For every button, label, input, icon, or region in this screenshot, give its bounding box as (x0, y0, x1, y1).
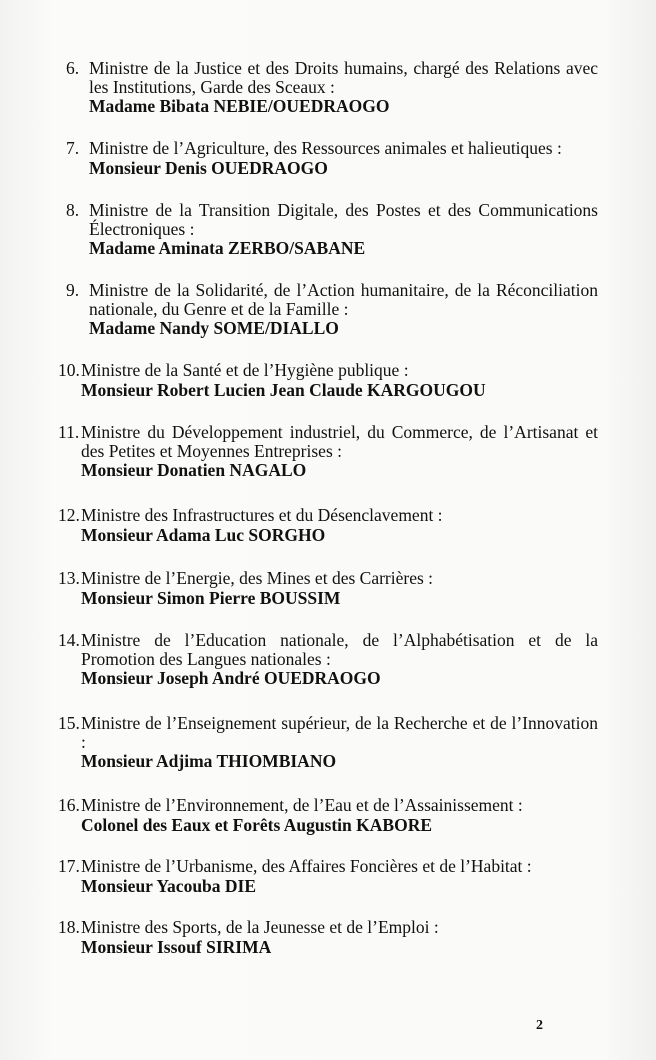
item-number: 14. (58, 630, 80, 650)
minister-name: Monsieur Issouf SIRIMA (81, 936, 272, 957)
minister-name: Monsieur Robert Lucien Jean Claude KARGOUGOU (81, 379, 486, 400)
list-item (58, 281, 598, 338)
minister-name: Monsieur Simon Pierre BOUSSIM (81, 587, 341, 608)
minister-name: Madame Aminata ZERBO/SABANE (89, 238, 366, 258)
list-item (58, 569, 598, 608)
ministry-title: Ministre de la Transition Digitale, des Postes et des Communications Électroniques : (89, 200, 598, 239)
item-number: 12. (58, 505, 80, 525)
list-item (58, 139, 598, 178)
minister-name: Monsieur Yacouba DIE (81, 875, 257, 896)
ministry-title: Ministre de la Santé et de l’Hygiène publique : (81, 360, 409, 380)
minister-name: Monsieur Donatien NAGALO (81, 460, 307, 480)
list-item (58, 631, 598, 688)
ministry-title: Ministre du Développement industriel, du Commerce, de l’Artisanat et des Petites et Moyennes Entreprises : (81, 422, 598, 461)
list-item (58, 796, 598, 835)
item-number: 6. (66, 58, 80, 78)
ministry-title: Ministre de l’Enseignement supérieur, de la Recherche et de l’Innovation : (81, 713, 598, 752)
ministry-title: Ministre des Infrastructures et du Désenclavement : (81, 505, 443, 525)
minister-name: Monsieur Denis OUEDRAOGO (89, 157, 328, 178)
item-number: 11. (58, 422, 80, 442)
item-number: 7. (66, 138, 80, 158)
minister-name: Madame Nandy SOME/DIALLO (89, 318, 339, 338)
list-item (58, 59, 598, 116)
ministry-title: Ministre de la Justice et des Droits humains, chargé des Relations avec les Institutions, Garde des Sceaux : (89, 58, 598, 97)
ministry-title: Ministre de l’Environnement, de l’Eau et de l’Assainissement : (81, 795, 523, 815)
page-number: 2 (536, 1018, 543, 1033)
list-item (58, 506, 598, 545)
list-item (58, 361, 598, 400)
item-number: 17. (58, 856, 80, 876)
item-number: 15. (58, 713, 80, 733)
item-number: 10. (58, 360, 80, 380)
item-number: 9. (66, 280, 80, 300)
list-item (58, 714, 598, 771)
ministry-title: Ministre de l’Education nationale, de l’Alphabétisation et de la Promotion des Langues nationales : (81, 630, 598, 669)
minister-name: Monsieur Adama Luc SORGHO (81, 524, 326, 545)
minister-name: Monsieur Adjima THIOMBIANO (81, 751, 337, 771)
ministry-title: Ministre de l’Urbanisme, des Affaires Foncières et de l’Habitat : (81, 856, 532, 876)
list-item (58, 857, 598, 896)
item-number: 16. (58, 795, 80, 815)
ministry-title: Ministre des Sports, de la Jeunesse et de l’Emploi : (81, 917, 439, 937)
ministry-title: Ministre de l’Agriculture, des Ressources animales et halieutiques : (89, 138, 562, 158)
item-number: 8. (66, 200, 80, 220)
minister-name: Colonel des Eaux et Forêts Augustin KABORE (81, 814, 432, 835)
list-item (58, 201, 598, 258)
item-number: 18. (58, 917, 80, 937)
minister-name: Madame Bibata NEBIE/OUEDRAOGO (89, 96, 390, 116)
list-item (58, 423, 598, 480)
minister-name: Monsieur Joseph André OUEDRAOGO (81, 668, 381, 688)
list-item (58, 918, 598, 957)
item-number: 13. (58, 568, 80, 588)
ministry-title: Ministre de l’Energie, des Mines et des Carrières : (81, 568, 434, 588)
ministry-title: Ministre de la Solidarité, de l’Action humanitaire, de la Réconciliation nationale, du Genre et de la Famille : (89, 280, 598, 319)
